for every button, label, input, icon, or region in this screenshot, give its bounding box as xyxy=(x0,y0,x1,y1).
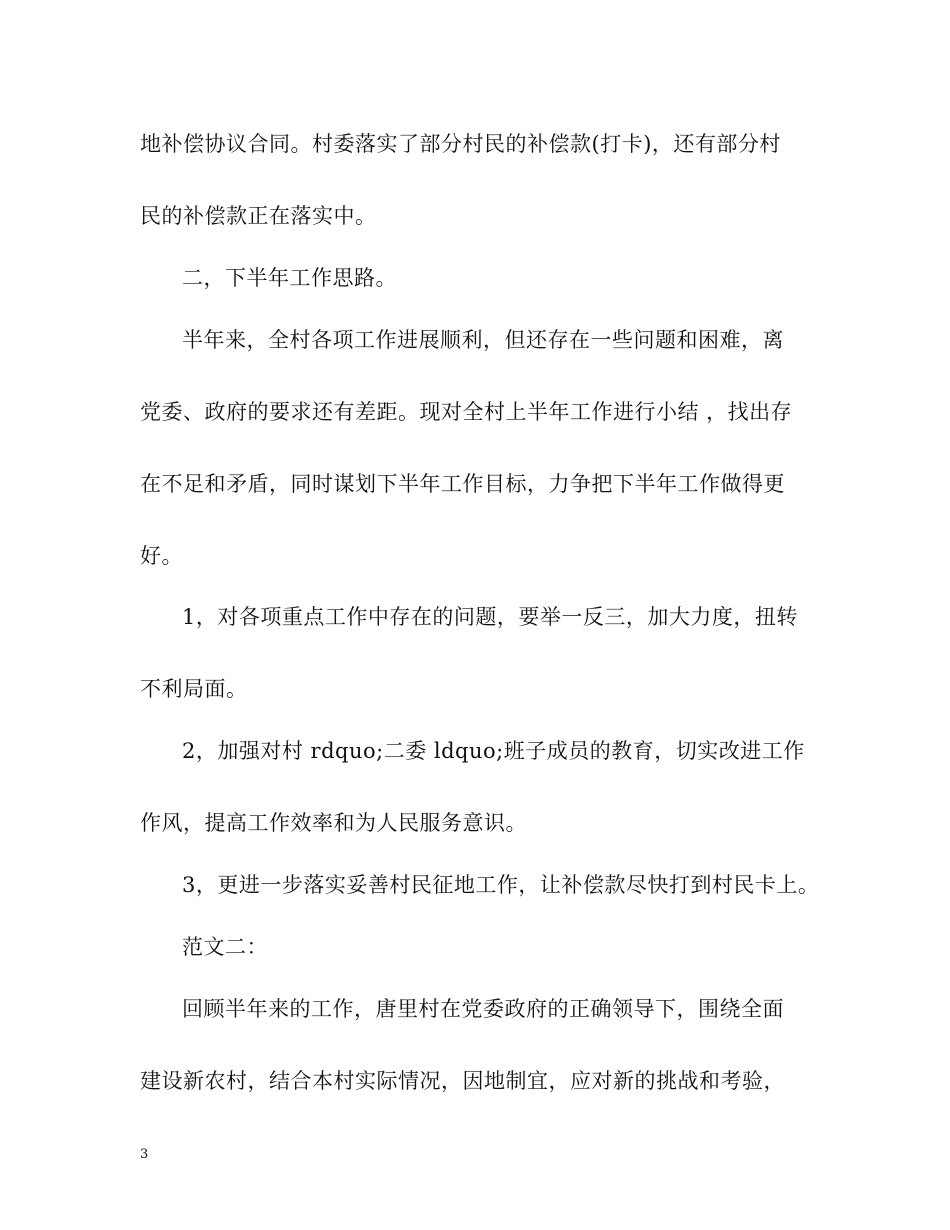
list-item: 2，加强对村 rdquo;二委 ldquo;班子成员的教育，切实改进工作 xyxy=(182,739,805,763)
section-heading: 范文二： xyxy=(182,935,268,959)
text-line: 地补偿协议合同。村委落实了部分村民的补偿款(打卡)，还有部分村 xyxy=(140,132,781,156)
page-number: 3 xyxy=(140,1147,149,1162)
text-line: 不利局面。 xyxy=(140,677,248,701)
text-line: 作风，提高工作效率和为人民服务意识。 xyxy=(140,811,527,835)
list-item: 1，对各项重点工作中存在的问题，要举一反三，加大力度，扭转 xyxy=(182,605,798,629)
text-line: 建设新农村，结合本村实际情况，因地制宜，应对新的挑战和考验， xyxy=(140,1069,785,1093)
section-heading: 二，下半年工作思路。 xyxy=(182,266,397,290)
text-line: 好。 xyxy=(140,544,183,568)
list-item: 3，更进一步落实妥善村民征地工作，让补偿款尽快打到村民卡上。 xyxy=(182,873,820,897)
text-line: 回顾半年来的工作，唐里村在党委政府的正确领导下，围绕全面 xyxy=(182,997,784,1021)
text-line: 民的补偿款正在落实中。 xyxy=(140,204,377,228)
text-line: 党委、政府的要求还有差距。现对全村上半年工作进行小结 ，找出存 xyxy=(140,400,793,424)
text-line: 在不足和矛盾，同时谋划下半年工作目标，力争把下半年工作做得更 xyxy=(140,472,785,496)
text-line: 半年来，全村各项工作进展顺利，但还存在一些问题和困难，离 xyxy=(182,328,784,352)
